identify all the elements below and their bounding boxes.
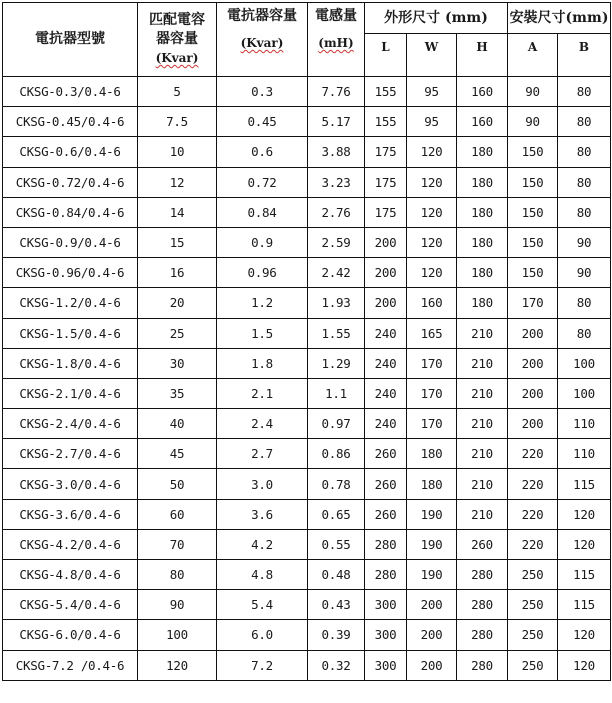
cell-reactor-capacity: 4.2 xyxy=(217,529,308,559)
cell-inductance: 3.23 xyxy=(308,167,365,197)
cell-B: 90 xyxy=(558,258,611,288)
header-A: A xyxy=(508,34,558,77)
table-header xyxy=(3,3,611,77)
cell-matched-capacitor: 5 xyxy=(138,77,217,107)
header-reactor-capacity xyxy=(217,3,308,77)
cell-A: 150 xyxy=(508,137,558,167)
cell-A: 220 xyxy=(508,439,558,469)
cell-inductance: 2.76 xyxy=(308,197,365,227)
cell-inductance: 1.29 xyxy=(308,348,365,378)
cell-H: 180 xyxy=(457,258,508,288)
cell-inductance: 0.65 xyxy=(308,499,365,529)
cell-A: 250 xyxy=(508,620,558,650)
header-inductance-label: 電感量 xyxy=(315,8,357,24)
cell-B: 115 xyxy=(558,469,611,499)
table-row xyxy=(3,469,611,499)
cell-model: CKSG-2.1/0.4-6 xyxy=(3,378,138,408)
cell-H: 180 xyxy=(457,197,508,227)
cell-inductance: 7.76 xyxy=(308,77,365,107)
cell-H: 160 xyxy=(457,77,508,107)
cell-B: 80 xyxy=(558,107,611,137)
cell-H: 180 xyxy=(457,167,508,197)
header-matched-capacitor xyxy=(138,3,217,77)
cell-A: 150 xyxy=(508,167,558,197)
cell-L: 175 xyxy=(365,137,407,167)
cell-matched-capacitor: 90 xyxy=(138,590,217,620)
cell-inductance: 0.78 xyxy=(308,469,365,499)
table-row xyxy=(3,77,611,107)
cell-matched-capacitor: 7.5 xyxy=(138,107,217,137)
cell-H: 210 xyxy=(457,409,508,439)
cell-model: CKSG-1.2/0.4-6 xyxy=(3,288,138,318)
header-reactor-capacity-unit: (Kvar) xyxy=(240,36,284,50)
cell-A: 220 xyxy=(508,469,558,499)
cell-matched-capacitor: 40 xyxy=(138,409,217,439)
cell-W: 190 xyxy=(407,529,457,559)
cell-model: CKSG-0.3/0.4-6 xyxy=(3,77,138,107)
cell-L: 155 xyxy=(365,77,407,107)
cell-L: 200 xyxy=(365,227,407,257)
cell-L: 200 xyxy=(365,258,407,288)
cell-W: 200 xyxy=(407,590,457,620)
cell-A: 250 xyxy=(508,590,558,620)
table-row xyxy=(3,137,611,167)
cell-B: 80 xyxy=(558,167,611,197)
cell-inductance: 1.1 xyxy=(308,378,365,408)
cell-B: 100 xyxy=(558,348,611,378)
cell-W: 95 xyxy=(407,107,457,137)
cell-inductance: 5.17 xyxy=(308,107,365,137)
cell-L: 300 xyxy=(365,650,407,680)
cell-reactor-capacity: 0.96 xyxy=(217,258,308,288)
cell-B: 80 xyxy=(558,77,611,107)
header-reactor-capacity-label: 電抗器容量 xyxy=(227,8,297,24)
cell-L: 240 xyxy=(365,378,407,408)
cell-model: CKSG-0.6/0.4-6 xyxy=(3,137,138,167)
header-inductance-unit: (mH) xyxy=(318,36,354,50)
header-outer-dimensions xyxy=(365,3,508,34)
cell-model: CKSG-4.8/0.4-6 xyxy=(3,560,138,590)
cell-reactor-capacity: 0.72 xyxy=(217,167,308,197)
cell-inductance: 1.55 xyxy=(308,318,365,348)
cell-L: 240 xyxy=(365,348,407,378)
header-matched-capacitor-unit: (Kvar) xyxy=(155,51,199,65)
cell-H: 210 xyxy=(457,378,508,408)
cell-W: 170 xyxy=(407,378,457,408)
table-row xyxy=(3,620,611,650)
cell-model: CKSG-0.9/0.4-6 xyxy=(3,227,138,257)
cell-L: 280 xyxy=(365,560,407,590)
table-row xyxy=(3,318,611,348)
cell-model: CKSG-2.4/0.4-6 xyxy=(3,409,138,439)
cell-model: CKSG-0.72/0.4-6 xyxy=(3,167,138,197)
cell-B: 110 xyxy=(558,439,611,469)
header-matched-capacitor-line1: 匹配電容 xyxy=(149,12,205,28)
cell-H: 260 xyxy=(457,529,508,559)
table-row xyxy=(3,650,611,680)
cell-L: 300 xyxy=(365,590,407,620)
cell-H: 180 xyxy=(457,288,508,318)
cell-L: 300 xyxy=(365,620,407,650)
cell-L: 260 xyxy=(365,469,407,499)
cell-H: 180 xyxy=(457,227,508,257)
cell-W: 120 xyxy=(407,197,457,227)
cell-L: 260 xyxy=(365,439,407,469)
cell-A: 90 xyxy=(508,77,558,107)
cell-A: 200 xyxy=(508,378,558,408)
cell-model: CKSG-4.2/0.4-6 xyxy=(3,529,138,559)
cell-model: CKSG-1.8/0.4-6 xyxy=(3,348,138,378)
cell-matched-capacitor: 20 xyxy=(138,288,217,318)
cell-B: 120 xyxy=(558,620,611,650)
cell-H: 210 xyxy=(457,499,508,529)
cell-inductance: 0.48 xyxy=(308,560,365,590)
cell-B: 90 xyxy=(558,227,611,257)
cell-matched-capacitor: 25 xyxy=(138,318,217,348)
cell-model: CKSG-3.6/0.4-6 xyxy=(3,499,138,529)
cell-matched-capacitor: 120 xyxy=(138,650,217,680)
reactor-spec-table-container xyxy=(2,2,611,681)
cell-W: 190 xyxy=(407,499,457,529)
cell-L: 240 xyxy=(365,318,407,348)
cell-L: 280 xyxy=(365,529,407,559)
cell-H: 210 xyxy=(457,348,508,378)
table-row xyxy=(3,378,611,408)
cell-reactor-capacity: 4.8 xyxy=(217,560,308,590)
cell-matched-capacitor: 35 xyxy=(138,378,217,408)
header-outer-dimensions-label: 外形尺寸 (mm) xyxy=(384,9,488,26)
cell-H: 210 xyxy=(457,318,508,348)
cell-reactor-capacity: 6.0 xyxy=(217,620,308,650)
cell-A: 150 xyxy=(508,227,558,257)
table-row xyxy=(3,529,611,559)
table-row xyxy=(3,409,611,439)
header-H: H xyxy=(457,34,508,77)
cell-reactor-capacity: 5.4 xyxy=(217,590,308,620)
cell-matched-capacitor: 14 xyxy=(138,197,217,227)
cell-inductance: 0.39 xyxy=(308,620,365,650)
cell-reactor-capacity: 2.1 xyxy=(217,378,308,408)
cell-inductance: 2.59 xyxy=(308,227,365,257)
cell-reactor-capacity: 0.45 xyxy=(217,107,308,137)
cell-W: 120 xyxy=(407,137,457,167)
cell-reactor-capacity: 1.5 xyxy=(217,318,308,348)
cell-reactor-capacity: 3.6 xyxy=(217,499,308,529)
cell-A: 150 xyxy=(508,197,558,227)
cell-L: 175 xyxy=(365,167,407,197)
cell-B: 100 xyxy=(558,378,611,408)
cell-A: 200 xyxy=(508,348,558,378)
cell-A: 170 xyxy=(508,288,558,318)
cell-reactor-capacity: 1.8 xyxy=(217,348,308,378)
cell-matched-capacitor: 70 xyxy=(138,529,217,559)
cell-inductance: 0.97 xyxy=(308,409,365,439)
cell-H: 280 xyxy=(457,590,508,620)
cell-A: 250 xyxy=(508,650,558,680)
cell-W: 165 xyxy=(407,318,457,348)
table-row xyxy=(3,348,611,378)
cell-L: 260 xyxy=(365,499,407,529)
cell-matched-capacitor: 100 xyxy=(138,620,217,650)
cell-W: 120 xyxy=(407,227,457,257)
cell-reactor-capacity: 2.7 xyxy=(217,439,308,469)
cell-L: 175 xyxy=(365,197,407,227)
cell-reactor-capacity: 0.3 xyxy=(217,77,308,107)
cell-inductance: 0.86 xyxy=(308,439,365,469)
cell-W: 120 xyxy=(407,258,457,288)
cell-model: CKSG-0.45/0.4-6 xyxy=(3,107,138,137)
cell-A: 200 xyxy=(508,409,558,439)
cell-B: 120 xyxy=(558,650,611,680)
table-row xyxy=(3,197,611,227)
table-row xyxy=(3,167,611,197)
cell-W: 120 xyxy=(407,167,457,197)
cell-H: 180 xyxy=(457,137,508,167)
cell-A: 200 xyxy=(508,318,558,348)
table-row xyxy=(3,439,611,469)
cell-matched-capacitor: 15 xyxy=(138,227,217,257)
cell-matched-capacitor: 16 xyxy=(138,258,217,288)
cell-matched-capacitor: 50 xyxy=(138,469,217,499)
cell-inductance: 0.32 xyxy=(308,650,365,680)
cell-L: 200 xyxy=(365,288,407,318)
cell-inductance: 3.88 xyxy=(308,137,365,167)
cell-W: 170 xyxy=(407,348,457,378)
cell-B: 110 xyxy=(558,409,611,439)
header-model-label: 電抗器型號 xyxy=(35,31,105,47)
header-model xyxy=(3,3,138,77)
table-row xyxy=(3,288,611,318)
cell-B: 120 xyxy=(558,499,611,529)
cell-reactor-capacity: 1.2 xyxy=(217,288,308,318)
cell-B: 80 xyxy=(558,288,611,318)
cell-reactor-capacity: 7.2 xyxy=(217,650,308,680)
cell-reactor-capacity: 0.84 xyxy=(217,197,308,227)
cell-inductance: 2.42 xyxy=(308,258,365,288)
cell-L: 240 xyxy=(365,409,407,439)
cell-inductance: 0.55 xyxy=(308,529,365,559)
table-row xyxy=(3,227,611,257)
table-row xyxy=(3,560,611,590)
cell-A: 250 xyxy=(508,560,558,590)
cell-model: CKSG-0.84/0.4-6 xyxy=(3,197,138,227)
cell-B: 80 xyxy=(558,137,611,167)
table-row xyxy=(3,258,611,288)
cell-inductance: 1.93 xyxy=(308,288,365,318)
cell-H: 160 xyxy=(457,107,508,137)
cell-W: 180 xyxy=(407,469,457,499)
cell-model: CKSG-1.5/0.4-6 xyxy=(3,318,138,348)
cell-matched-capacitor: 10 xyxy=(138,137,217,167)
cell-A: 150 xyxy=(508,258,558,288)
cell-matched-capacitor: 60 xyxy=(138,499,217,529)
header-install-dimensions xyxy=(508,3,611,34)
cell-inductance: 0.43 xyxy=(308,590,365,620)
cell-B: 115 xyxy=(558,560,611,590)
cell-model: CKSG-0.96/0.4-6 xyxy=(3,258,138,288)
cell-matched-capacitor: 80 xyxy=(138,560,217,590)
cell-L: 155 xyxy=(365,107,407,137)
cell-H: 280 xyxy=(457,650,508,680)
header-L: L xyxy=(365,34,407,77)
cell-B: 120 xyxy=(558,529,611,559)
cell-H: 210 xyxy=(457,469,508,499)
cell-model: CKSG-6.0/0.4-6 xyxy=(3,620,138,650)
cell-model: CKSG-7.2 /0.4-6 xyxy=(3,650,138,680)
cell-reactor-capacity: 2.4 xyxy=(217,409,308,439)
cell-W: 200 xyxy=(407,650,457,680)
cell-model: CKSG-3.0/0.4-6 xyxy=(3,469,138,499)
cell-H: 210 xyxy=(457,439,508,469)
cell-W: 200 xyxy=(407,620,457,650)
cell-A: 90 xyxy=(508,107,558,137)
table-row xyxy=(3,107,611,137)
cell-model: CKSG-5.4/0.4-6 xyxy=(3,590,138,620)
table-row xyxy=(3,499,611,529)
cell-reactor-capacity: 3.0 xyxy=(217,469,308,499)
cell-model: CKSG-2.7/0.4-6 xyxy=(3,439,138,469)
table-row xyxy=(3,590,611,620)
cell-matched-capacitor: 45 xyxy=(138,439,217,469)
cell-B: 80 xyxy=(558,197,611,227)
cell-W: 190 xyxy=(407,560,457,590)
cell-matched-capacitor: 30 xyxy=(138,348,217,378)
cell-A: 220 xyxy=(508,499,558,529)
cell-A: 220 xyxy=(508,529,558,559)
cell-W: 180 xyxy=(407,439,457,469)
cell-H: 280 xyxy=(457,620,508,650)
cell-H: 280 xyxy=(457,560,508,590)
header-B: B xyxy=(558,34,611,77)
table-body xyxy=(3,77,611,681)
cell-W: 160 xyxy=(407,288,457,318)
header-inductance xyxy=(308,3,365,77)
cell-reactor-capacity: 0.6 xyxy=(217,137,308,167)
cell-W: 170 xyxy=(407,409,457,439)
cell-B: 115 xyxy=(558,590,611,620)
reactor-spec-table xyxy=(2,2,611,681)
header-matched-capacitor-line2: 器容量 xyxy=(156,31,198,47)
header-W: W xyxy=(407,34,457,77)
header-install-dimensions-label: 安裝尺寸(mm) xyxy=(509,9,609,26)
cell-B: 80 xyxy=(558,318,611,348)
cell-reactor-capacity: 0.9 xyxy=(217,227,308,257)
cell-matched-capacitor: 12 xyxy=(138,167,217,197)
cell-W: 95 xyxy=(407,77,457,107)
